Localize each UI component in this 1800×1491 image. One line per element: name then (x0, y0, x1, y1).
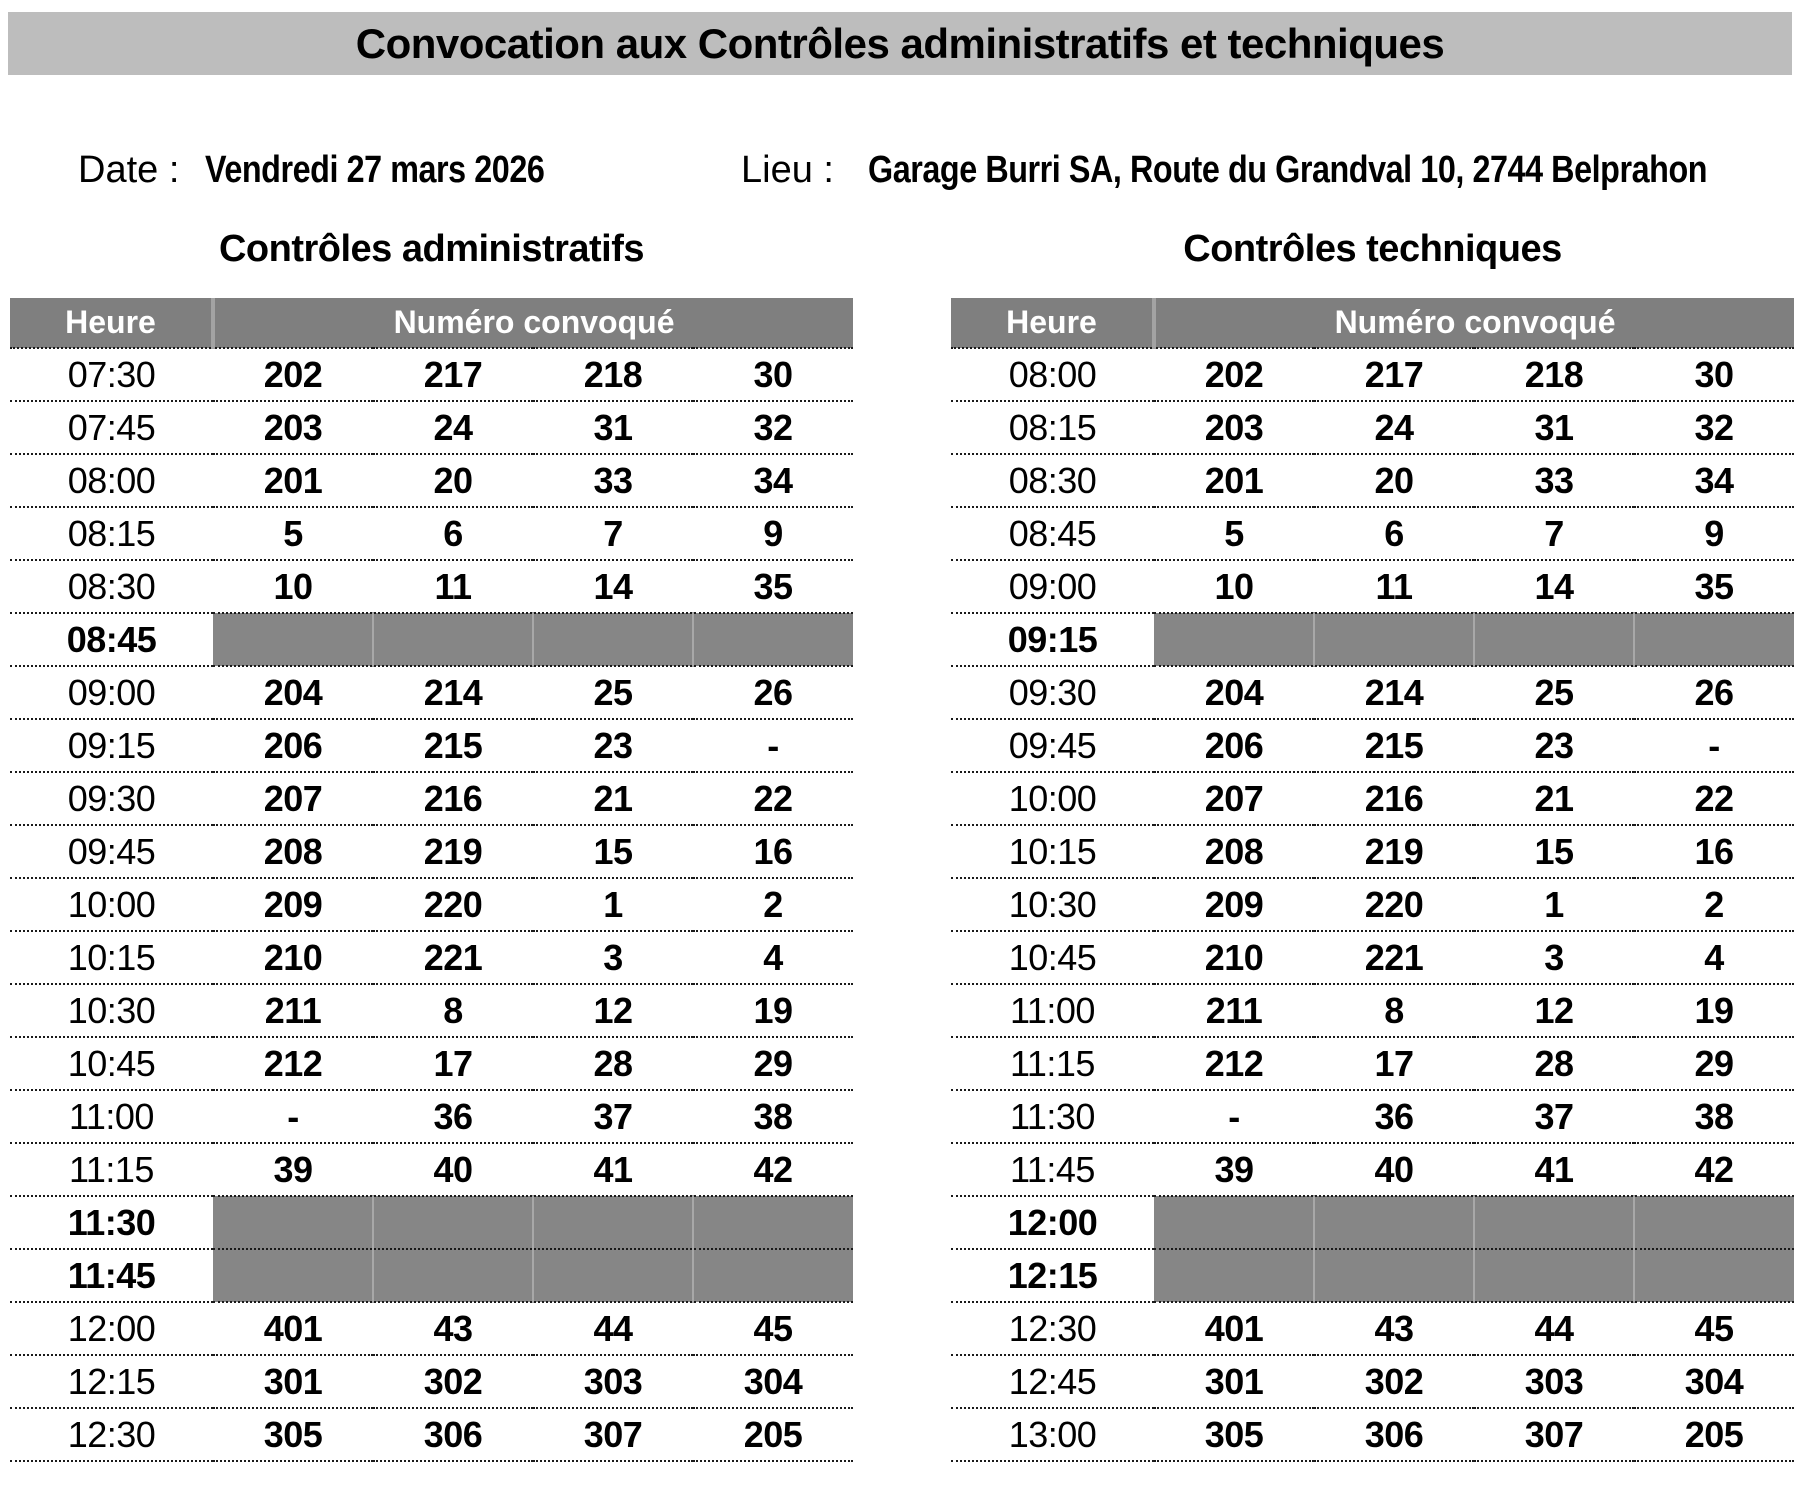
number-cell: 303 (1524, 1360, 1584, 1402)
number-cell: 218 (583, 353, 643, 395)
time-cell: 11:00 (1010, 989, 1095, 1031)
time-cell: 11:15 (69, 1148, 154, 1190)
number-cell: 24 (1374, 406, 1414, 448)
number-cell: 42 (1694, 1148, 1734, 1190)
time-cell: 08:00 (1008, 353, 1097, 395)
time-cell: 08:45 (1008, 512, 1097, 554)
number-cell: 212 (263, 1042, 323, 1084)
time-cell: 10:30 (1008, 883, 1097, 925)
blocked-cell (213, 613, 373, 666)
table-row (951, 772, 1794, 825)
time-cell: 10:00 (67, 883, 156, 925)
column-header-heure: Heure (10, 298, 213, 348)
blocked-cell (533, 1196, 693, 1249)
table-row (951, 1302, 1794, 1355)
number-cell: 39 (1214, 1148, 1254, 1190)
table-techniques (951, 298, 1794, 1462)
table-row (951, 560, 1794, 613)
time-cell: 11:00 (69, 1095, 154, 1137)
table-row (10, 1249, 853, 1302)
table-row (10, 666, 853, 719)
number-cell: 401 (263, 1307, 323, 1349)
blocked-cell (1474, 613, 1634, 666)
table-row (951, 613, 1794, 666)
number-cell: 210 (263, 936, 323, 978)
table-row (10, 825, 853, 878)
table-row (951, 1037, 1794, 1090)
number-cell: 17 (433, 1042, 473, 1084)
page-title: Convocation aux Contrôles administratifs et techniques (355, 20, 1445, 67)
number-cell: 216 (423, 777, 483, 819)
number-cell: 212 (1204, 1042, 1264, 1084)
blocked-cell (533, 613, 693, 666)
time-cell: 07:45 (67, 406, 156, 448)
time-cell: 10:15 (67, 936, 156, 978)
blocked-cell (1474, 1196, 1634, 1249)
blocked-cell (1634, 1196, 1794, 1249)
number-cell: 43 (433, 1307, 473, 1349)
number-cell: 20 (433, 459, 473, 501)
number-cell: 302 (423, 1360, 483, 1402)
number-cell: 215 (1364, 724, 1424, 766)
number-cell: 202 (1204, 353, 1264, 395)
number-cell: 15 (1534, 830, 1574, 872)
table-row (951, 1408, 1794, 1461)
table-row (10, 1196, 853, 1249)
number-cell: 21 (593, 777, 633, 819)
number-cell: 14 (593, 565, 633, 607)
blocked-cell (1314, 613, 1474, 666)
number-cell: 302 (1364, 1360, 1424, 1402)
time-cell: 07:30 (67, 353, 156, 395)
number-cell: 11 (1375, 565, 1413, 607)
table-row (951, 1249, 1794, 1302)
number-cell: 401 (1204, 1307, 1264, 1349)
number-cell: 23 (1534, 724, 1574, 766)
number-cell: 30 (1694, 353, 1734, 395)
number-cell: 204 (263, 671, 323, 713)
number-cell: - (1228, 1095, 1240, 1137)
number-cell: 206 (1204, 724, 1264, 766)
table-caption-techniques: Contrôles techniques (1183, 228, 1562, 270)
number-cell: 20 (1374, 459, 1414, 501)
lieu-label: Lieu : (741, 149, 834, 191)
number-cell: 5 (283, 512, 303, 554)
number-cell: - (767, 724, 779, 766)
blocked-cell (533, 1249, 693, 1302)
table-row (951, 1090, 1794, 1143)
number-cell: 44 (1534, 1307, 1574, 1349)
number-cell: 201 (1204, 459, 1264, 501)
number-cell: 23 (593, 724, 633, 766)
table-row (10, 1355, 853, 1408)
blocked-cell (213, 1249, 373, 1302)
number-cell: 207 (263, 777, 323, 819)
blocked-cell (213, 1196, 373, 1249)
number-cell: 34 (753, 459, 793, 501)
time-cell: 11:30 (1010, 1095, 1095, 1137)
number-cell: 16 (1694, 830, 1734, 872)
number-cell: 43 (1374, 1307, 1414, 1349)
table-row (10, 507, 853, 560)
number-cell: 44 (593, 1307, 633, 1349)
time-cell: 11:45 (1010, 1148, 1095, 1190)
table-row (10, 1090, 853, 1143)
time-cell: 08:00 (67, 459, 156, 501)
number-cell: 24 (433, 406, 473, 448)
number-cell: 22 (753, 777, 793, 819)
number-cell: 220 (1364, 883, 1424, 925)
number-cell: 41 (593, 1148, 633, 1190)
table-row (951, 348, 1794, 401)
number-cell: 305 (1204, 1413, 1264, 1455)
table-row (951, 1196, 1794, 1249)
time-cell: 09:30 (67, 777, 156, 819)
number-cell: 214 (423, 671, 483, 713)
table-row (10, 878, 853, 931)
number-cell: 42 (753, 1148, 793, 1190)
table-wrap-techniques (951, 225, 1794, 1462)
date-value: Vendredi 27 mars 2026 (205, 149, 545, 191)
blocked-cell (693, 1249, 853, 1302)
time-cell: 09:15 (67, 724, 156, 766)
number-cell: 2 (1704, 883, 1724, 925)
number-cell: 210 (1204, 936, 1264, 978)
number-cell: 33 (593, 459, 633, 501)
number-cell: 45 (1694, 1307, 1734, 1349)
table-row (10, 1143, 853, 1196)
blocked-cell (1634, 613, 1794, 666)
table-row (951, 666, 1794, 719)
number-cell: 35 (753, 565, 793, 607)
column-header-heure: Heure (951, 298, 1154, 348)
number-cell: 26 (753, 671, 793, 713)
table-row (10, 931, 853, 984)
time-cell: 12:30 (1008, 1307, 1097, 1349)
number-cell: 37 (593, 1095, 633, 1137)
table-row (951, 825, 1794, 878)
time-cell: 10:15 (1008, 830, 1097, 872)
time-cell: 09:45 (1008, 724, 1097, 766)
time-cell: 11:45 (67, 1254, 156, 1296)
number-cell: 45 (753, 1307, 793, 1349)
blocked-cell (1314, 1249, 1474, 1302)
table-row (951, 1143, 1794, 1196)
header-row (951, 298, 1794, 348)
number-cell: 22 (1694, 777, 1734, 819)
number-cell: 29 (1694, 1042, 1734, 1084)
number-cell: 17 (1374, 1042, 1414, 1084)
table-row (10, 772, 853, 825)
number-cell: 32 (1694, 406, 1734, 448)
time-cell: 10:45 (1008, 936, 1097, 978)
blocked-cell (373, 613, 533, 666)
number-cell: 25 (593, 671, 633, 713)
table-row (10, 401, 853, 454)
number-cell: 3 (1544, 936, 1564, 978)
number-cell: 207 (1204, 777, 1264, 819)
title-banner (8, 12, 1792, 75)
time-cell: 12:15 (67, 1360, 156, 1402)
number-cell: 203 (1204, 406, 1264, 448)
table-row (10, 1037, 853, 1090)
time-cell: 12:00 (1007, 1201, 1098, 1243)
table-row (10, 1408, 853, 1461)
number-cell: 4 (1704, 936, 1724, 978)
table-row (10, 560, 853, 613)
blocked-cell (1314, 1196, 1474, 1249)
number-cell: 7 (1544, 512, 1564, 554)
header-row (10, 298, 853, 348)
blocked-cell (1154, 1196, 1314, 1249)
number-cell: 1 (1544, 883, 1564, 925)
number-cell: 12 (1534, 989, 1574, 1031)
time-cell: 10:30 (67, 989, 156, 1031)
table-row (951, 984, 1794, 1037)
table-row (10, 1302, 853, 1355)
number-cell: 16 (753, 830, 793, 872)
number-cell: 33 (1534, 459, 1574, 501)
number-cell: 215 (423, 724, 483, 766)
number-cell: 31 (1534, 406, 1574, 448)
number-cell: 38 (753, 1095, 793, 1137)
blocked-cell (1154, 613, 1314, 666)
number-cell: 216 (1364, 777, 1424, 819)
number-cell: 8 (1384, 989, 1404, 1031)
time-cell: 08:45 (66, 618, 157, 660)
number-cell: 9 (1704, 512, 1724, 554)
blocked-cell (693, 1196, 853, 1249)
number-cell: 28 (1534, 1042, 1574, 1084)
time-cell: 11:30 (67, 1201, 156, 1243)
number-cell: 307 (583, 1413, 643, 1455)
number-cell: 26 (1694, 671, 1734, 713)
number-cell: 211 (264, 989, 322, 1031)
number-cell: 304 (1684, 1360, 1744, 1402)
number-cell: 40 (1374, 1148, 1414, 1190)
number-cell: 217 (423, 353, 483, 395)
lieu-value: Garage Burri SA, Route du Grandval 10, 2744 Belprahon (868, 149, 1708, 191)
number-cell: 204 (1204, 671, 1264, 713)
number-cell: 301 (263, 1360, 323, 1402)
number-cell: 3 (603, 936, 623, 978)
number-cell: - (1708, 724, 1720, 766)
number-cell: 306 (1364, 1413, 1424, 1455)
page (0, 12, 1800, 1462)
info-line (0, 145, 1800, 195)
table-row (10, 719, 853, 772)
table-row (951, 931, 1794, 984)
table-wrap-administratifs (10, 225, 853, 1462)
table-row (951, 507, 1794, 560)
number-cell: 303 (583, 1360, 643, 1402)
table-administratifs (10, 298, 853, 1462)
number-cell: 15 (593, 830, 633, 872)
column-header-numero: Numéro convoqué (1154, 298, 1794, 348)
number-cell: 209 (263, 883, 323, 925)
number-cell: 38 (1694, 1095, 1734, 1137)
number-cell: 12 (593, 989, 633, 1031)
number-cell: 10 (273, 565, 313, 607)
number-cell: 217 (1364, 353, 1424, 395)
time-cell: 10:45 (67, 1042, 156, 1084)
table-row (951, 719, 1794, 772)
tables-section (0, 225, 1800, 1462)
number-cell: 203 (263, 406, 323, 448)
time-cell: 09:45 (67, 830, 156, 872)
number-cell: 221 (423, 936, 483, 978)
time-cell: 09:30 (1008, 671, 1097, 713)
number-cell: 305 (263, 1413, 323, 1455)
table-row (10, 348, 853, 401)
number-cell: 205 (743, 1413, 803, 1455)
number-cell: 206 (263, 724, 323, 766)
number-cell: 214 (1364, 671, 1424, 713)
number-cell: 36 (1374, 1095, 1414, 1137)
number-cell: 307 (1524, 1413, 1584, 1455)
number-cell: 19 (1694, 989, 1734, 1031)
number-cell: 306 (423, 1413, 483, 1455)
time-cell: 09:00 (1008, 565, 1097, 607)
number-cell: 301 (1204, 1360, 1264, 1402)
time-cell: 08:30 (1008, 459, 1097, 501)
number-cell: 202 (263, 353, 323, 395)
number-cell: 7 (603, 512, 623, 554)
number-cell: 40 (433, 1148, 473, 1190)
table-caption-administratifs: Contrôles administratifs (218, 228, 645, 270)
number-cell: 41 (1534, 1148, 1574, 1190)
number-cell: 32 (753, 406, 793, 448)
time-cell: 12:45 (1008, 1360, 1097, 1402)
blocked-cell (1474, 1249, 1634, 1302)
number-cell: 211 (1205, 989, 1263, 1031)
number-cell: 31 (593, 406, 633, 448)
blocked-cell (1634, 1249, 1794, 1302)
number-cell: 9 (763, 512, 783, 554)
time-cell: 09:00 (67, 671, 156, 713)
number-cell: 208 (1204, 830, 1264, 872)
number-cell: 14 (1534, 565, 1574, 607)
number-cell: 220 (423, 883, 483, 925)
number-cell: 4 (763, 936, 783, 978)
number-cell: 25 (1534, 671, 1574, 713)
time-cell: 12:15 (1007, 1254, 1098, 1296)
blocked-cell (373, 1249, 533, 1302)
number-cell: 10 (1214, 565, 1254, 607)
number-cell: 28 (593, 1042, 633, 1084)
number-cell: 30 (753, 353, 793, 395)
number-cell: 6 (1384, 512, 1404, 554)
column-header-numero: Numéro convoqué (213, 298, 853, 348)
number-cell: 1 (603, 883, 623, 925)
time-cell: 09:15 (1007, 618, 1098, 660)
time-cell: 12:30 (67, 1413, 156, 1455)
blocked-cell (373, 1196, 533, 1249)
number-cell: 19 (753, 989, 793, 1031)
time-cell: 13:00 (1008, 1413, 1097, 1455)
date-label: Date : (78, 149, 180, 191)
number-cell: 39 (273, 1148, 313, 1190)
number-cell: 2 (763, 883, 783, 925)
number-cell: 34 (1694, 459, 1734, 501)
number-cell: 37 (1534, 1095, 1574, 1137)
number-cell: 219 (1364, 830, 1424, 872)
table-row (951, 1355, 1794, 1408)
number-cell: 35 (1694, 565, 1734, 607)
blocked-cell (693, 613, 853, 666)
number-cell: 208 (263, 830, 323, 872)
number-cell: 221 (1364, 936, 1424, 978)
number-cell: 29 (753, 1042, 793, 1084)
time-cell: 12:00 (67, 1307, 156, 1349)
number-cell: 201 (263, 459, 323, 501)
time-cell: 08:30 (67, 565, 156, 607)
table-row (951, 401, 1794, 454)
table-row (10, 454, 853, 507)
time-cell: 10:00 (1008, 777, 1097, 819)
number-cell: 36 (433, 1095, 473, 1137)
number-cell: 209 (1204, 883, 1264, 925)
number-cell: 21 (1534, 777, 1574, 819)
number-cell: 6 (443, 512, 463, 554)
number-cell: 304 (743, 1360, 803, 1402)
table-row (10, 613, 853, 666)
number-cell: - (287, 1095, 299, 1137)
time-cell: 08:15 (67, 512, 156, 554)
table-row (10, 984, 853, 1037)
number-cell: 218 (1524, 353, 1584, 395)
table-row (951, 454, 1794, 507)
time-cell: 11:15 (1010, 1042, 1095, 1084)
number-cell: 11 (434, 565, 472, 607)
table-row (951, 878, 1794, 931)
blocked-cell (1154, 1249, 1314, 1302)
number-cell: 205 (1684, 1413, 1744, 1455)
number-cell: 219 (423, 830, 483, 872)
time-cell: 08:15 (1008, 406, 1097, 448)
number-cell: 5 (1224, 512, 1244, 554)
number-cell: 8 (443, 989, 463, 1031)
